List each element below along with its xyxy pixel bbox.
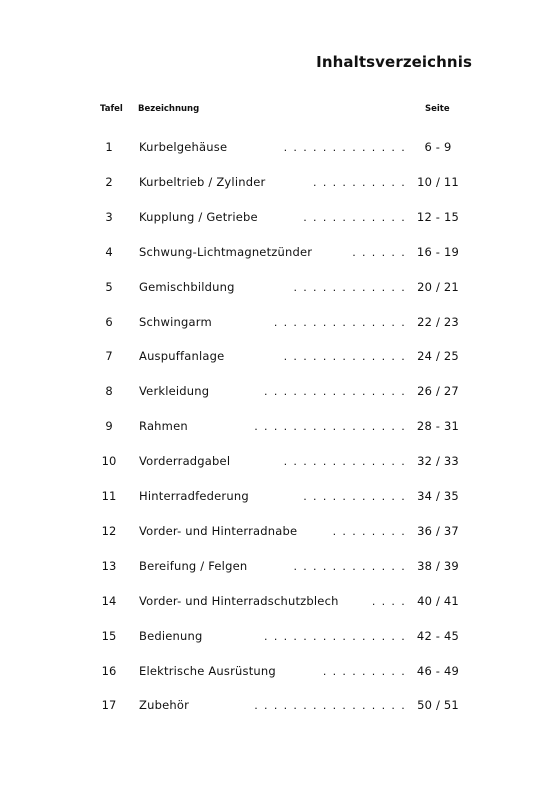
toc-entry-label: Auspuffanlage: [139, 349, 225, 364]
toc-entry-number: 1: [105, 140, 113, 154]
toc-entry-label: Vorder- und Hinterradschutzblech: [139, 593, 339, 608]
toc-leader-dots: ........: [332, 524, 411, 538]
column-header-tafel: Tafel: [100, 104, 123, 114]
toc-entry-page: 12 - 15: [416, 209, 460, 224]
toc-entry: [0, 698, 556, 720]
toc-entry-page: 42 - 45: [416, 628, 460, 643]
page-title: Inhaltsverzeichnis: [316, 53, 472, 71]
toc-entry-page: 20 / 21: [417, 279, 459, 294]
toc-entry: [0, 349, 556, 371]
toc-entry-page: 36 / 37: [417, 523, 459, 538]
toc-leader-dots: ......: [352, 245, 411, 259]
toc-entry: [0, 419, 556, 441]
toc-leader-dots: ...............: [264, 629, 411, 643]
toc-entry-page: 16 - 19: [416, 244, 460, 259]
toc-entry-label: Gemischbildung: [139, 279, 235, 294]
toc-entry-page: 24 / 25: [417, 349, 459, 364]
toc-entry: [0, 140, 556, 162]
toc-entry: [0, 280, 556, 302]
toc-entry: [0, 664, 556, 686]
toc-entry-label: Hinterradfederung: [139, 489, 249, 503]
toc-entry-number: 7: [105, 349, 113, 364]
toc-entry-number: 4: [105, 244, 113, 259]
toc-leader-dots: ............: [293, 280, 411, 294]
toc-entry-label: Kurbeltrieb / Zylinder: [139, 174, 266, 189]
toc-leader-dots: ...............: [264, 385, 411, 399]
toc-entry-label: Vorder- und Hinterradnabe: [139, 523, 298, 538]
toc-entry-label: Schwingarm: [139, 314, 212, 329]
toc-entry-label: Elektrische Ausrüstung: [139, 663, 276, 678]
toc-entry: [0, 489, 556, 511]
toc-entry: [0, 245, 556, 267]
toc-entry-label: Vorderradgabel: [139, 454, 231, 469]
toc-entry-page: 28 - 31: [416, 419, 460, 434]
toc-leader-dots: .............: [283, 350, 411, 364]
toc-entry-label: Bereifung / Felgen: [139, 558, 248, 573]
toc-entry: [0, 524, 556, 546]
toc-leader-dots: ............: [293, 559, 411, 573]
toc-entry-number: 13: [101, 558, 117, 573]
toc-entry-number: 12: [101, 523, 117, 538]
column-header-seite: Seite: [425, 104, 450, 114]
toc-entry-number: 10: [101, 454, 117, 469]
toc-entry-page: 50 / 51: [417, 698, 459, 713]
toc-entry-number: 17: [101, 698, 117, 713]
toc-leader-dots: .............: [283, 455, 411, 469]
toc-entry-page: 40 / 41: [417, 593, 459, 608]
toc-entry-number: 14: [101, 593, 117, 608]
toc-leader-dots: ................: [254, 420, 411, 434]
toc-leader-dots: ..........: [313, 175, 411, 189]
toc-entry-page: 22 / 23: [417, 314, 459, 329]
toc-entry-label: Verkleidung: [139, 384, 210, 399]
toc-entry-page: 10 / 11: [417, 174, 459, 189]
toc-entry-number: 2: [105, 174, 113, 189]
toc-entry: [0, 629, 556, 651]
toc-entry-label: Kupplung / Getriebe: [139, 209, 258, 224]
toc-entry-number: 16: [101, 663, 117, 678]
toc-entry: [0, 454, 556, 476]
toc-entry: [0, 594, 556, 616]
toc-entry-page: 38 / 39: [417, 558, 459, 573]
toc-entry: [0, 210, 556, 232]
toc-entry: [0, 175, 556, 197]
toc-entry-number: 11: [101, 489, 117, 503]
toc-entry-number: 8: [105, 384, 113, 399]
toc-entry-page: 26 / 27: [417, 384, 459, 399]
toc-entry-number: 6: [105, 314, 113, 329]
toc-entry-number: 15: [101, 628, 117, 643]
toc-leader-dots: ..............: [273, 315, 411, 329]
toc-leader-dots: .............: [283, 141, 411, 154]
toc-entry-number: 5: [105, 279, 113, 294]
toc-entry-label: Schwung-Lichtmagnetzünder: [139, 244, 313, 259]
toc-entry-page: 32 / 33: [417, 454, 459, 469]
toc-entry: [0, 384, 556, 406]
toc-entry-number: 3: [105, 209, 113, 224]
toc-entry: [0, 315, 556, 337]
toc-entry-label: Bedienung: [139, 628, 203, 643]
toc-entry-label: Zubehör: [139, 698, 189, 713]
column-header-bezeichnung: Bezeichnung: [138, 104, 200, 114]
toc-entry-page: 46 - 49: [416, 663, 460, 678]
toc-leader-dots: .........: [322, 664, 411, 678]
toc-leader-dots: ...........: [303, 490, 411, 503]
toc-entry: [0, 559, 556, 581]
toc-entry-page: 6 - 9: [424, 140, 452, 154]
toc-entry-label: Kurbelgehäuse: [139, 140, 228, 154]
toc-leader-dots: ....: [371, 594, 411, 608]
toc-leader-dots: ...........: [303, 210, 411, 224]
toc-entry-page: 34 / 35: [417, 489, 459, 503]
toc-entry-number: 9: [105, 419, 113, 434]
toc-entry-label: Rahmen: [139, 419, 188, 434]
toc-leader-dots: ................: [254, 699, 411, 713]
